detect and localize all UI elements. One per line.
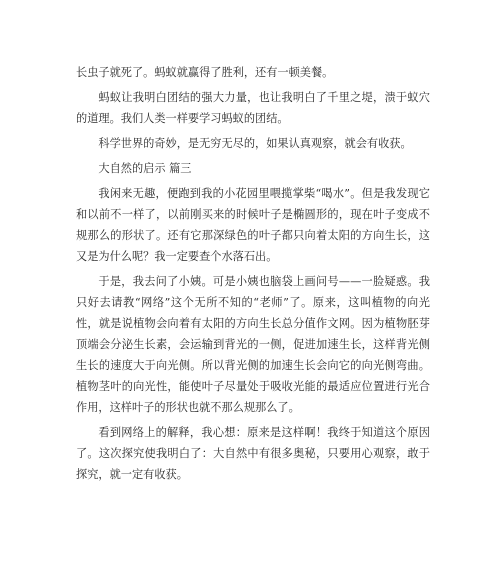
paragraph-2: 蚂蚁让我明白团结的强大力量，也让我明白了千里之堤，溃于蚁穴的道理。我们人类一样要学习蚂蚁的团结。 [76, 91, 430, 125]
document-body [76, 62, 430, 489]
paragraph-4: 我闲来无趣，便跑到我的小花园里喂揽掌柴“喝水”。但是我发现它和以前不一样了，以前刚买来的时候叶子是椭圆形的，现在叶子变成不规那么的形状了。还有它那深绿色的叶子都只向着太阳的方向生长，这又是为什么呢？我一定要查个水落石出。 [76, 187, 430, 263]
paragraph-5: 于是，我去问了小姨。可是小姨也脑袋上画问号——一脸疑惑。我只好去请教“网络”这个无所不知的“老师”了。原来，这叫植物的向光性，就是说植物会向着有太阳的方向生长总分值作文网。因为植物胚芽顶端会分泌生长素，会运输到背光的一侧，促进加速生长，这样背光侧生长的速度大于向光侧。所以背光侧的加速生长会向它的向光侧弯曲。植物茎叶的向光性，能使叶子尽量处于吸收光能的最适应位置进行光合作用，这样叶子的形状也就不那么规那么了。 [76, 275, 430, 414]
paragraph-3: 科学世界的奇妙，是无穷无尽的，如果认真观察，就会有收获。 [98, 137, 412, 150]
paragraph-6: 看到网络上的解释，我心想：原来是这样啊！我终于知道这个原因了。这次探究使我明白了：大自然中有很多奥秘，只要用心观察，敢于探究，就一定有收获。 [76, 426, 430, 481]
paragraph-1: 长虫子就死了。蚂蚁就赢得了胜利，还有一顿美餐。 [76, 66, 334, 79]
section-heading: 大自然的启示 篇三 [98, 162, 192, 175]
